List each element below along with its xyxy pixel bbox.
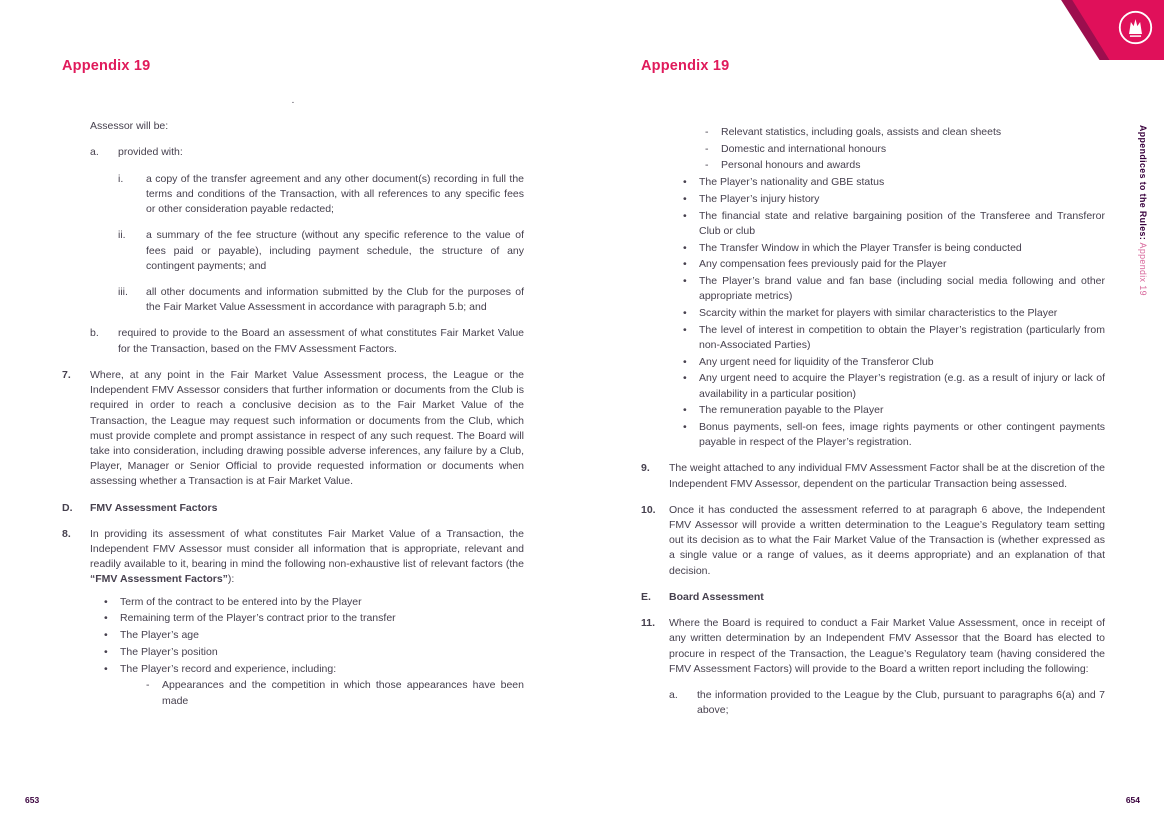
sidebar-section-title: Appendices to the Rules:: [1138, 125, 1148, 241]
item-text: The Player’s injury history: [699, 192, 820, 205]
sub-list-item: [705, 125, 1105, 140]
list-item: [683, 306, 1105, 321]
list-item: [683, 355, 1105, 370]
item-label: •: [104, 645, 108, 658]
item-text: Appearances and the competition in which those appearances have been made: [162, 679, 524, 707]
item-label: -: [705, 159, 709, 172]
list-item: [683, 371, 1105, 401]
page-right: [641, 58, 1105, 718]
item-label: •: [683, 420, 687, 433]
item-text: a summary of the fee structure (without any specific reference to the value of fees paid or payable), including payment schedule, the structure of any contingent payments; and: [146, 229, 524, 272]
premier-league-lion-icon: [1117, 9, 1154, 46]
item-label: i.: [118, 172, 124, 185]
item-label: a.: [669, 689, 678, 701]
item-text: Assessor will be:: [90, 120, 169, 133]
lettered-item: [669, 688, 1105, 718]
numbered-paragraph: [641, 461, 1105, 491]
item-label: •: [104, 629, 108, 642]
item-text: The financial state and relative bargaining position of the Transferee and Transferor Club or club: [699, 209, 1105, 237]
item-label: 11.: [641, 617, 656, 630]
item-label: •: [683, 241, 687, 254]
list-item: [683, 274, 1105, 304]
numbered-paragraph: [62, 368, 524, 490]
item-text: Remaining term of the Player’s contract prior to the transfer: [120, 612, 396, 625]
section-heading: [62, 501, 524, 516]
item-text: Scarcity within the market for players with similar characteristics to the Player: [699, 306, 1058, 319]
item-text: a copy of the transfer agreement and any other document(s) recording in full the terms and conditions of the Transaction, with all references to any specific fees or other consideration payable redacted;: [146, 172, 524, 216]
item-text: The level of interest in competition to obtain the Player’s registration (particularly from non-Associated Parties): [699, 323, 1105, 351]
page-left: [62, 58, 524, 709]
item-label: •: [683, 323, 687, 336]
list-item: [683, 192, 1105, 207]
item-text: Where the Board is required to conduct a Fair Market Value Assessment, once in receipt of any written determination by an Independent FMV Assessor that the Board has elected to procure in respect of the Transaction, the League’s Regulatory team (having considered the FMV Assessment Factors) will provide to the Board a written report including the following:: [669, 617, 1105, 675]
list-item: [104, 628, 524, 643]
item-label: •: [683, 372, 687, 385]
list-item: [104, 595, 524, 610]
item-text: Bonus payments, sell-on fees, image rights payments or other contingent payments payable in respect of the Player’s registration.: [699, 420, 1105, 449]
item-label: 8.: [62, 527, 71, 540]
item-text: required to provide to the Board an assessment of what constitutes Fair Market Value for the Transaction, based on the FMV Assessment Factors.: [118, 327, 524, 355]
item-text: FMV Assessment Factors: [90, 501, 218, 514]
list-item: [683, 241, 1105, 256]
item-text: The Player’s record and experience, including:: [120, 662, 337, 675]
item-label: -: [146, 679, 150, 692]
page-number-left: 653: [25, 795, 40, 805]
item-text: Board Assessment: [669, 590, 764, 603]
item-label: •: [683, 209, 687, 222]
item-text: The Player’s brand value and fan base (including social media following and other appropriate metrics): [699, 274, 1105, 303]
item-text: Term of the contract to be entered into by the Player: [120, 595, 362, 608]
list-item: [683, 420, 1105, 450]
numbered-paragraph: [641, 616, 1105, 677]
item-label: •: [683, 306, 687, 319]
numbered-paragraph: [62, 527, 524, 588]
list-item: [104, 645, 524, 660]
corner-ribbon: [1040, 0, 1164, 60]
list-item: [683, 175, 1105, 190]
item-text: Personal honours and awards: [721, 159, 861, 172]
item-text: The Player’s nationality and GBE status: [699, 176, 885, 189]
list-item: [683, 403, 1105, 418]
list-item: [104, 662, 524, 677]
section-heading: [641, 590, 1105, 605]
sub-list-item: [146, 678, 524, 708]
item-label: E.: [641, 590, 651, 603]
page-right-content: [641, 125, 1105, 718]
item-label: •: [683, 404, 687, 417]
lettered-item: [90, 326, 524, 356]
lettered-item: [90, 145, 524, 160]
page-title-left: Appendix 19: [62, 58, 151, 74]
item-text: The weight attached to any individual FMV Assessment Factor shall be at the discretion of the Independent FMV Assessor, dependent on the particular Transaction being assessed.: [669, 462, 1105, 490]
page-number-right: 654: [1125, 795, 1140, 805]
item-text: .: [291, 94, 295, 106]
item-text: In providing its assessment of what constitutes Fair Market Value of a Transaction, the Independent FMV Assessor must consider all information that is appropriate, relevant and readily available to it, bearing in mind the following non-exhaustive list of relevant factors (the “FMV Assessment Factors”):: [90, 527, 524, 586]
item-text: Once it has conducted the assessment referred to at paragraph 6 above, the Independent FMV Assessor will provide a written determination to the League’s Regulatory team setting out its decision as to what the Fair Market Value of the Transaction is (whether expressed as a single value or a range of values, as it deems appropriate) and an explanation of that decision.: [669, 503, 1105, 577]
item-text: the information provided to the League by the Club, pursuant to paragraphs 6(a) and 7 above;: [697, 689, 1105, 717]
item-text: Where, at any point in the Fair Market Value Assessment process, the League or the Independent FMV Assessor considers that further information or documents from the Club is required in order to reach a conclusive decision as to the Fair Market Value of the Transaction, the League may request such information or documents from the Club, which must provide complete and prompt assistance in respect of any such request. The Board will take into consideration, including drawing possible adverse inferences, any failure by a Club, Player, Manager or Senior Official to provide requested information or documents when assessing whether a Transaction is at Fair Market Value.: [90, 368, 524, 488]
item-label: -: [705, 142, 709, 155]
item-label: •: [104, 662, 108, 675]
item-label: •: [683, 355, 687, 368]
roman-item: [118, 172, 524, 218]
item-text: The Player’s position: [120, 645, 218, 658]
item-text: Relevant statistics, including goals, assists and clean sheets: [721, 126, 1002, 138]
item-label: b.: [90, 327, 99, 340]
item-text: provided with:: [118, 146, 183, 159]
item-label: •: [683, 192, 687, 205]
item-text: The remuneration payable to the Player: [699, 404, 884, 417]
sub-list-item: [705, 142, 1105, 157]
item-label: ii.: [118, 229, 126, 242]
item-text: Domestic and international honours: [721, 142, 887, 155]
item-label: a.: [90, 146, 99, 159]
list-item: [683, 257, 1105, 272]
item-label: 10.: [641, 503, 656, 516]
item-text: all other documents and information submitted by the Club for the purposes of the Fair Market Value Assessment in accordance with paragraph 5.b; and: [146, 285, 524, 314]
item-text: Any compensation fees previously paid for the Player: [699, 258, 947, 271]
list-item: [104, 611, 524, 626]
item-label: •: [104, 595, 108, 608]
item-label: 9.: [641, 462, 650, 475]
item-label: •: [683, 176, 687, 189]
item-label: •: [683, 274, 687, 287]
page-title-right: Appendix 19: [641, 58, 730, 74]
paragraph: [90, 119, 524, 134]
item-text: The Transfer Window in which the Player Transfer is being conducted: [699, 241, 1022, 254]
list-item: [683, 323, 1105, 353]
item-text: The Player’s age: [120, 629, 199, 642]
roman-item: [118, 228, 524, 274]
item-text: Any urgent need for liquidity of the Transferor Club: [699, 355, 934, 368]
roman-item: [118, 285, 524, 315]
stray-mark: [62, 93, 524, 108]
item-label: D.: [62, 501, 73, 514]
item-label: •: [683, 258, 687, 271]
page-left-content: [62, 93, 524, 709]
sub-list-item: [705, 158, 1105, 173]
item-text: Any urgent need to acquire the Player’s registration (e.g. as a result of injury or lack of availability in a particular position): [699, 372, 1105, 400]
item-label: iii.: [118, 285, 128, 298]
item-label: -: [705, 126, 709, 138]
numbered-paragraph: [641, 503, 1105, 579]
item-label: 7.: [62, 368, 71, 381]
sidebar-section-label: [1138, 125, 1148, 296]
list-item: [683, 209, 1105, 239]
item-label: •: [104, 612, 108, 625]
sidebar-section-subtitle: Appendix 19: [1138, 240, 1148, 296]
